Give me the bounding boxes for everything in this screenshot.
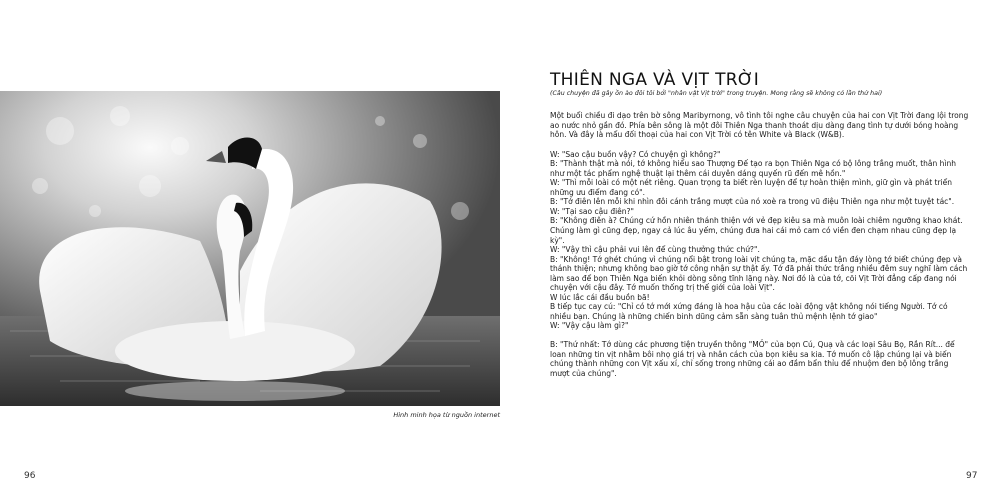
dialogue-line: W: "Vậy thì cậu phải vui lên để cùng thưởng thức chứ?". [550, 245, 760, 255]
page-number-left: 96 [24, 471, 36, 481]
paragraph-gap [550, 331, 970, 340]
dialogue-line: B: "Tớ điên lên mỗi khi nhìn đôi cánh trắng mượt của nó xoè ra trong vũ điệu Thiên nga như một tuyệt tác". [550, 197, 955, 207]
article-title: THIÊN NGA VÀ VỊT TRỜI [550, 70, 760, 90]
article-body [550, 111, 970, 378]
dialogue-line: W: "Tại sao cậu điên?" [550, 206, 634, 216]
dialogue-line: W: "Thì mỗi loài có một nét riêng. Quan trọng ta biết rèn luyện để tự hoàn thiện mình, giữ gìn và phát triển những ưu điểm đang có". [550, 178, 953, 197]
closing-paragraph: B: "Thứ nhất: Tớ dùng các phương tiện truyền thông "MỎ" của bọn Cú, Quạ và các loại Sâu Bọ, Rắn Rít... để loan những tin vịt nhằm bôi nhọ giá trị và nhân cách của bọn kiêu sa kia. Tớ muốn cô lập chúng lại và biến chúng thành những con Vịt xấu xí, chỉ sống trong những cái ao đầm bẩn thỉu để nhuộm đen bộ lông trắng mượt của chúng". [550, 340, 955, 378]
dialogue-line: W lúc lắc cái đầu buồn bã! [550, 292, 650, 302]
article-subtitle: (Câu chuyện đã gây ồn ào đôi tôi bởi "nhân vật Vịt trời" trong truyện. Mong rằng sẽ không có lần thứ hai) [550, 90, 883, 97]
dialogue-line: B: "Không điên à? Chúng cứ hồn nhiên thánh thiện với vẻ đẹp kiêu sa mà muôn loài chiêm ngưỡng khao khát. Chúng làm gì cũng đẹp, ngay cả lúc âu yếm, chúng đưa hai cái mỏ cam có viền đen chạm nhau cũng đẹp lạ kỳ". [550, 216, 963, 245]
page-number-right: 97 [966, 471, 978, 481]
dialogue-line: B: "Không! Tớ ghét chúng vì chúng nổi bật trong loài vịt chúng ta, mặc dầu tận đáy lòng tớ biết chúng đẹp và thánh thiện; nhưng không bao giờ tớ công nhận sự thật ấy. Tớ đã phải thức trắng nhiều đêm suy nghĩ làm cách làm sao để bọn Thiên Nga biến khỏi dòng sông tĩnh lặng này. Nơi đó là của tớ, cõi Vịt Trời đẳng cấp đang nói chuyện với cậu đây. Tớ muốn thống trị thế giới của loài Vịt". [550, 254, 968, 293]
dialogue-line: B tiếp tục cay cú: "Chỉ có tớ mới xứng đáng là hoa hậu của các loài động vật không nói tiếng Người. Tớ có nhiều bạn. Chúng là những chiến binh dũng cảm sẵn sàng tuân thủ mệnh lệnh tớ giao" [550, 302, 948, 321]
dialogue-line: B: "Thành thật mà nói, tớ không hiểu sao Thượng Đế tạo ra bọn Thiên Nga có bộ lông trắng muốt, thân hình như một tác phẩm nghệ thuật lại thêm cái duyên dáng quyến rũ đến mê hồn." [550, 159, 956, 178]
dialogue-line: W: "Sao cậu buồn vậy? Có chuyện gì không?" [550, 149, 721, 159]
swan-illustration [0, 91, 500, 406]
swan-pair-photo [0, 91, 500, 406]
intro-paragraph: Một buổi chiều đi dạo trên bờ sông Maribyrnong, vô tình tôi nghe câu chuyện của hai con Vịt Trời đang lội trong ao nước nhỏ gần đó. Phía bên sông là một đôi Thiên Nga thanh thoát dịu dàng đang tình tự dưới bóng hoàng hôn. Và đây là mẩu đối thoại của hai con Vịt Trời có tên White và Black (W&B). [550, 111, 969, 140]
dialogue-line: W: "Vậy cậu làm gì?" [550, 321, 629, 331]
photo-caption: Hình minh họa từ nguồn internet [393, 411, 500, 419]
